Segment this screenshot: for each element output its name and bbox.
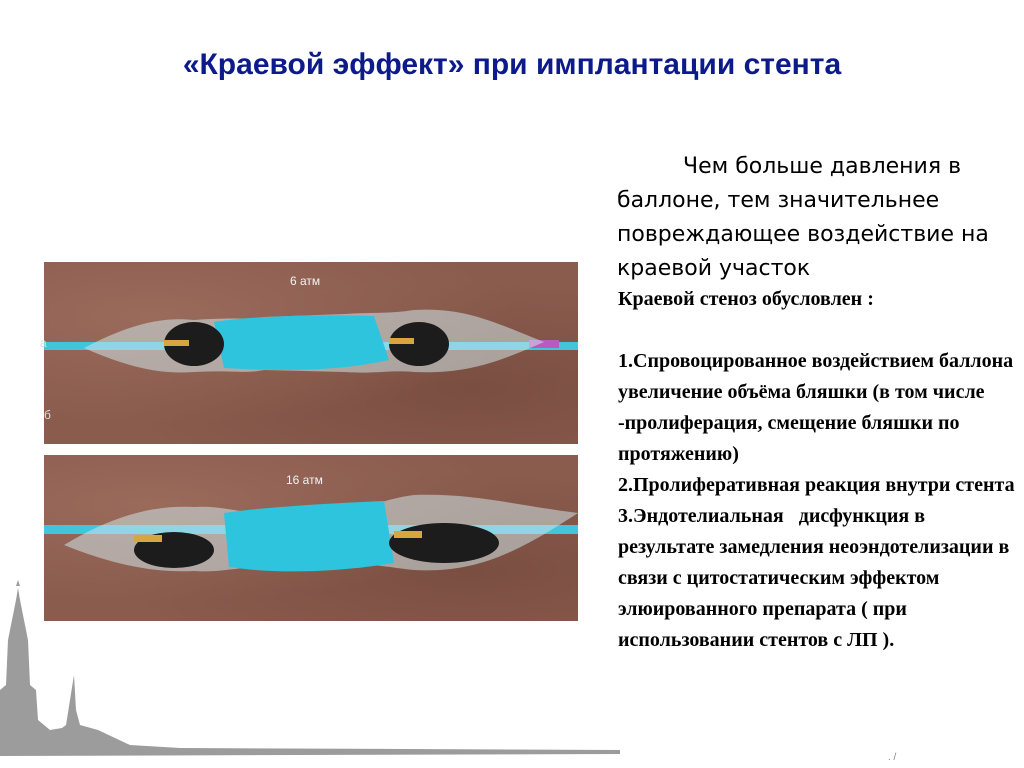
side-label-b: б	[44, 408, 51, 422]
page-marker: . /	[888, 752, 897, 763]
balloon-catheter-image	[44, 262, 578, 444]
side-label-a: a	[40, 336, 47, 350]
pressure-label: 16 атм	[286, 473, 323, 487]
causes-list	[618, 346, 1018, 656]
intro-text	[617, 150, 1017, 286]
cause-item-1: 1.Спровоцированное воздействием баллона увеличение объёма бляшки (в том числе -пролиферация, смещение бляшки по протяжению)	[618, 350, 1014, 465]
pressure-label: 6 атм	[290, 274, 321, 288]
cause-item-2: 2.Пролиферативная реакция внутри стента	[618, 474, 1015, 496]
intro-paragraph: Чем больше давления в баллоне, тем значительнее повреждающее воздействие на краевой участок	[617, 154, 989, 281]
balloon-photo-6atm	[40, 262, 578, 444]
kremlin-skyline-icon	[0, 580, 620, 768]
slide-title: «Краевой эффект» при имплантации стента	[182, 48, 842, 81]
cause-item-3: 3.Эндотелиальная дисфункция в результате замедления неоэндотелизации в связи с цитостатическим эффектом элюированного препарата ( при использовании стентов с ЛП ).	[618, 505, 1015, 651]
stenosis-heading: Краевой стеноз обусловлен :	[618, 288, 874, 310]
